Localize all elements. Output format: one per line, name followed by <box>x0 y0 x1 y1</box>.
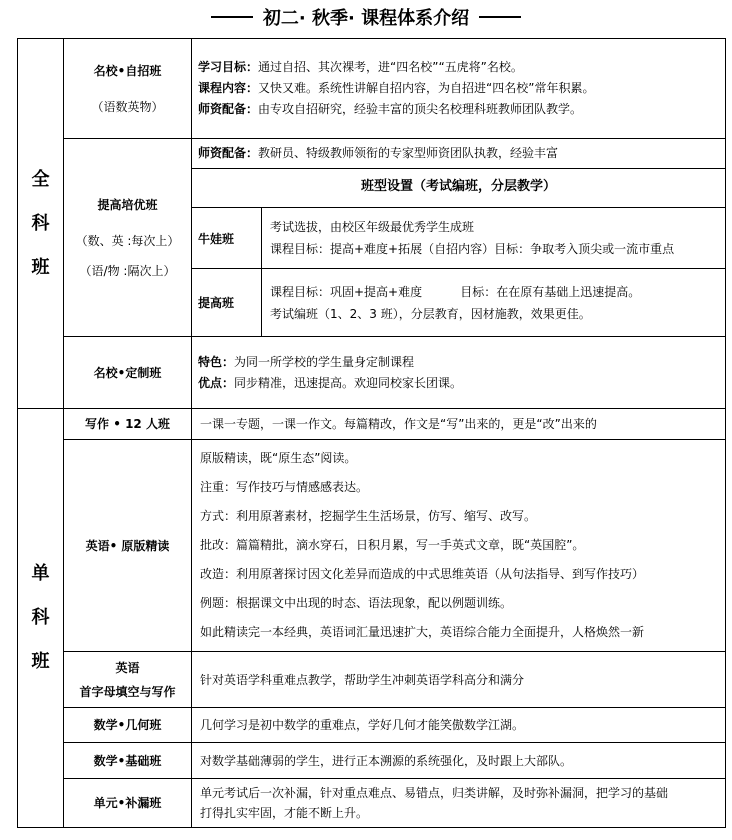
niuwa-label: 牛娃班 <box>192 208 262 269</box>
row-dingzhi <box>18 337 726 409</box>
english-fill-name <box>64 652 192 708</box>
yuanban-line: 方式：利用原著素材，挖掘学生生活场景，仿写、缩写、改写。 <box>200 509 537 523</box>
bulou-details <box>192 779 726 828</box>
row-jichu <box>18 743 726 779</box>
dingzhi-feature: 特色：为同一所学校的学生量身定制课程 <box>198 354 415 369</box>
yuanban-name: 英语• 原版精读 <box>64 440 192 652</box>
row-mingxiao <box>18 39 726 139</box>
mingxiao-teachers: 师资配备：由专攻自招研究，经验丰富的顶尖名校理科班教师团队教学。 <box>198 102 583 116</box>
title-right-dash <box>479 16 521 18</box>
tigao-top-cell <box>192 139 726 208</box>
mingxiao-note: （语数英物） <box>91 99 164 114</box>
mingxiao-name: 名校•自招班 <box>93 63 162 78</box>
dingzhi-details <box>192 337 726 409</box>
yuanban-line: 例题：根据课文中出现的时态、语法现象，配以例题训练。 <box>200 596 513 610</box>
full-label-char: 科 <box>31 212 50 234</box>
yuanban-details <box>192 440 726 652</box>
english-fill-name-line2: 首字母填空与写作 <box>79 684 176 699</box>
tigao-note1: （数、英 :每次上） <box>75 233 180 248</box>
full-subject-label <box>18 39 64 409</box>
tigaoban-label: 提高班 <box>192 269 262 337</box>
row-tigao-top <box>18 139 726 208</box>
single-label-char: 科 <box>31 607 50 628</box>
full-label-char: 全 <box>31 168 50 190</box>
dingzhi-name: 名校•定制班 <box>64 337 192 409</box>
jihe-details: 几何学习是初中数学的重难点，学好几何才能笑傲数学江湖。 <box>192 708 726 743</box>
tigao-name-cell <box>64 139 192 337</box>
niuwa-line: 课程目标：提高+难度+拓展（自招内容）目标：争取考入顶尖或一流市重点 <box>270 242 675 256</box>
yuanban-line: 如此精读完一本经典，英语词汇量迅速扩大，英语综合能力全面提升，人格焕然一新 <box>200 625 645 639</box>
jichu-details: 对数学基础薄弱的学生，进行正本溯源的系统强化，及时跟上大部队。 <box>192 743 726 779</box>
course-table <box>17 38 726 828</box>
yuanban-line: 原版精读，既“原生态”阅读。 <box>200 451 357 465</box>
jichu-name: 数学•基础班 <box>64 743 192 779</box>
english-fill-name-line1: 英语 <box>115 660 140 675</box>
title-left-dash <box>211 16 253 18</box>
mingxiao-goal: 学习目标：通过自招、其次裸考，进“四名校”“五虎将”名校。 <box>198 60 523 74</box>
yuanban-line: 改造：利用原著探讨因文化差异而造成的中式思维英语（从句法指导、到写作技巧） <box>200 567 645 581</box>
row-yuanban <box>18 440 726 652</box>
mingxiao-details <box>192 39 726 139</box>
row-buloulou <box>18 779 726 828</box>
tigaoban-details <box>262 269 726 337</box>
niuwa-line: 考试选拔，由校区年级最优秀学生成班 <box>270 220 475 234</box>
xiezuo-name: 写作 • 12 人班 <box>64 409 192 440</box>
yuanban-line: 批改：篇篇精批，滴水穿石，日积月累，写一手英式文章，既“英国腔”。 <box>200 538 585 552</box>
tigao-name: 提高培优班 <box>97 197 158 212</box>
bulou-line: 单元考试后一次补漏，针对重点难点、易错点，归类讲解，及时弥补漏洞，把学习的基础 <box>200 786 669 800</box>
row-jihe <box>18 708 726 743</box>
xiezuo-details: 一课一专题，一课一作文。每篇精改，作文是“写”出来的，更是“改”出来的 <box>192 409 726 440</box>
english-fill-details: 针对英语学科重难点教学，帮助学生冲刺英语学科高分和满分 <box>192 652 726 708</box>
mingxiao-content: 课程内容：又快又难。系统性讲解自招内容，为自招进“四名校”常年积累。 <box>198 81 595 95</box>
tigao-class-setting: 班型设置（考试编班，分层教学） <box>361 179 557 194</box>
single-subject-label <box>18 409 64 828</box>
single-label-char: 班 <box>31 651 50 672</box>
yuanban-line: 注重：写作技巧与情感感表达。 <box>200 480 369 494</box>
single-label-char: 单 <box>31 563 50 584</box>
full-label-char: 班 <box>31 256 50 278</box>
niuwa-details <box>262 208 726 269</box>
tigaoban-line: 考试编班（1、2、3 班），分层教育，因材施教，效果更佳。 <box>270 306 591 321</box>
row-xiezuo <box>18 409 726 440</box>
jihe-name: 数学•几何班 <box>64 708 192 743</box>
mingxiao-name-cell <box>64 39 192 139</box>
row-english-fill <box>18 652 726 708</box>
tigao-note2: （语/物 :隔次上） <box>79 263 176 278</box>
tigao-teachers: 师资配备：教研员、特级教师领衔的专家型师资团队执教，经验丰富 <box>192 139 725 169</box>
dingzhi-advantage: 优点：同步精准，迅速提高。欢迎同校家长团课。 <box>198 375 463 390</box>
bulou-name: 单元•补漏班 <box>64 779 192 828</box>
tigaoban-line: 课程目标：巩固+提高+难度 目标：在在原有基础上迅速提高。 <box>270 284 641 299</box>
page-title <box>0 4 732 30</box>
title-text: 初二· 秋季· 课程体系介绍 <box>262 8 470 29</box>
bulou-line: 打得扎实牢固，才能不断上升。 <box>200 806 369 820</box>
